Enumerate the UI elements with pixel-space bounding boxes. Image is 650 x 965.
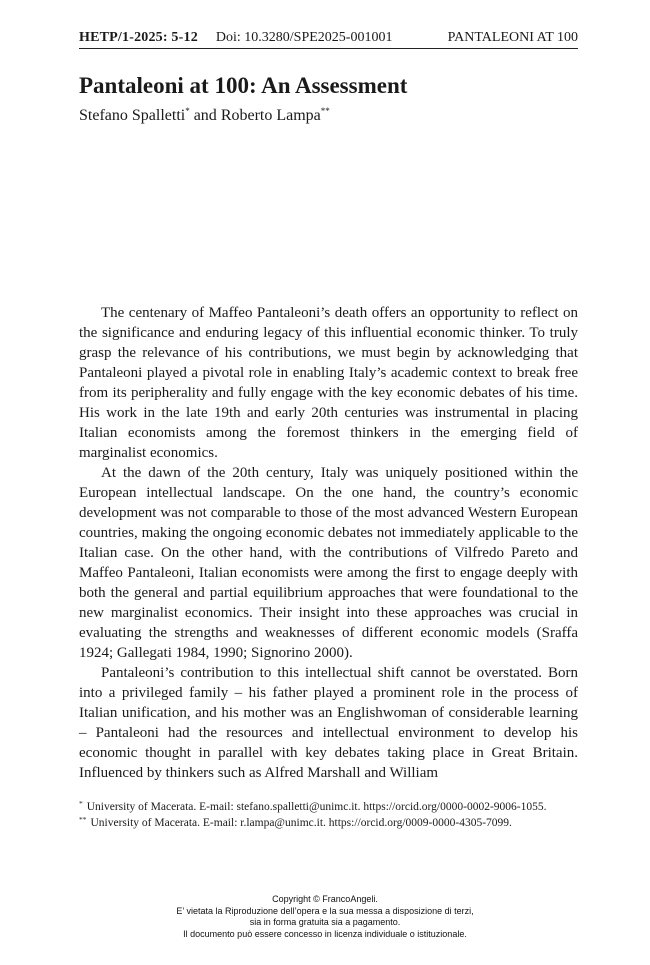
footnote [79,816,578,830]
article-title: Pantaleoni at 100: An Assessment [79,73,408,98]
footnote [79,800,578,814]
copyright-notice [0,894,650,940]
copyright-line: E’ vietata la Riproduzione dell’opera e la sua messa a disposizione di terzi, [176,905,474,916]
footnote-mark: * [79,799,83,808]
body-paragraph: The centenary of Maffeo Pantaleoni’s death offers an opportunity to reflect on the significance and enduring legacy of this influential economic thinker. To truly grasp the relevance of his contributions, we must begin by acknowledging that Pantaleoni played a pivotal role in enabling Italy’s academic context to break free from its peripherality and fully engage with the key economic debates of his time. His work in the late 19th and early 20th centuries was instrumental in placing Italian economists among the foremost thinkers in the emerging field of marginalist economics. [79,305,578,461]
body-paragraph: Pantaleoni’s contribution to this intellectual shift cannot be overstated. Born into a privileged family – his father played a prominent role in the process of Italian unification, and his mother was an Englishwoman of considerable learning – Pantaleoni had the resources and intellectual environment to develop his economic thought in parallel with key debates taking place in Great Britain. Influenced by thinkers such as Alfred Marshall and William [79,665,578,781]
running-short-title: PANTALEONI AT 100 [447,30,578,45]
doi: Doi: 10.3280/SPE2025-001001 [215,30,393,45]
copyright-line: Copyright © FrancoAngeli. [272,894,378,904]
article-body [79,303,578,783]
running-header-left [79,30,392,46]
copyright-line: Il documento può essere concesso in licenza individuale o istituzionale. [183,928,467,939]
footnotes [79,800,578,832]
footnote-text: University of Macerata. E-mail: stefano.spalletti@unimc.it. https://orcid.org/0000-0002-9006-1055. [86,801,547,813]
author-footnote-mark: * [185,106,190,116]
author-footnote-mark: ** [320,106,330,116]
body-paragraph: At the dawn of the 20th century, Italy was uniquely positioned within the European intellectual landscape. On the one hand, the country’s economic development was not comparable to those of the most advanced Western European countries, making the ongoing economic debates not immediately applicable to the Italian case. On the other hand, with the contributions of Vilfredo Pareto and Maffeo Pantaleoni, Italian economists were among the first to engage deeply with both the general and partial equilibrium approaches that were foundational to the new marginalist economics. Their insight into these approaches was crucial in evaluating the strengths and weaknesses of different economic models (Sraffa 1924; Gallegati 1984, 1990; Signorino 2000). [79,465,578,661]
footnote-mark: ** [79,815,87,824]
author-name: Roberto Lampa [220,107,321,124]
copyright-line: sia in forma gratuita sia a pagamento. [249,917,401,927]
author-name: Stefano Spalletti [79,107,186,124]
author-line [79,106,330,126]
footnote-text: University of Macerata. E-mail: r.lampa@unimc.it. https://orcid.org/0009-0000-4305-7099. [90,817,512,829]
running-header [79,30,578,49]
author-joiner: and [189,107,221,124]
journal-issue: HETP/1-2025: 5-12 [79,30,198,45]
